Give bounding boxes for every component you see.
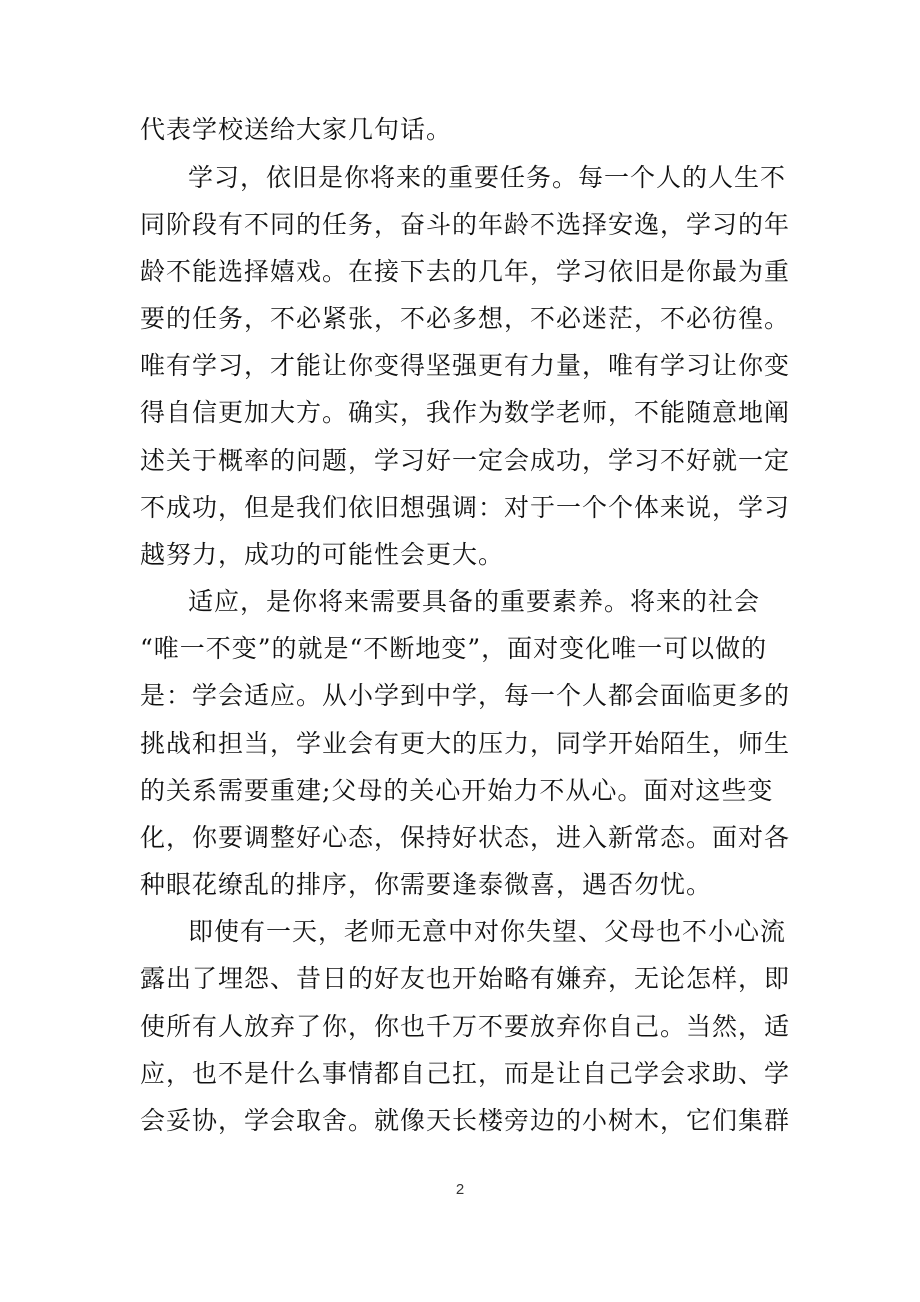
text-line: 唯有学习，才能让你变得坚强更有力量，唯有学习让你变	[140, 351, 791, 380]
text-line: 不成功，但是我们依旧想强调：对于一个个体来说，学习	[140, 493, 791, 522]
page-number: 2	[455, 1181, 465, 1198]
text-line: 是：学会适应。从小学到中学，每一个人都会面临更多的	[140, 681, 791, 710]
paragraph-start-line: 适应，是你将来需要具备的重要素养。将来的社会	[188, 587, 761, 616]
paragraph-start-line: 即使有一天，老师无意中对你失望、父母也不小心流	[188, 917, 787, 946]
paragraph-start-line: 学习，依旧是你将来的重要任务。每一个人的人生不	[188, 163, 787, 192]
text-line: 龄不能选择嬉戏。在接下去的几年，学习依旧是你最为重	[140, 257, 791, 286]
text-line: 使所有人放弃了你，你也千万不要放弃你自己。当然，适	[140, 1012, 791, 1041]
text-line: 应，也不是什么事情都自己扛，而是让自己学会求助、学	[140, 1059, 791, 1088]
text-line: 种眼花缭乱的排序，你需要逢泰微喜，遇否勿忧。	[140, 870, 713, 899]
text-line: 代表学校送给大家几句话。	[140, 115, 453, 144]
text-line: 越努力，成功的可能性会更大。	[140, 540, 505, 569]
text-line: 要的任务，不必紧张，不必多想，不必迷茫，不必彷徨。	[140, 304, 791, 333]
text-line: 会妥协，学会取舍。就像天长楼旁边的小树木，它们集群	[140, 1106, 791, 1135]
text-line: 同阶段有不同的任务，奋斗的年龄不选择安逸，学习的年	[140, 210, 791, 239]
text-line: “唯一不变”的就是“不断地变”，面对变化唯一可以做的	[140, 634, 768, 663]
text-line: 露出了埋怨、昔日的好友也开始略有嫌弃，无论怎样，即	[140, 964, 791, 993]
text-line: 得自信更加大方。确实，我作为数学老师，不能随意地阐	[140, 398, 791, 427]
text-line: 的关系需要重建;父母的关心开始力不从心。面对这些变	[140, 776, 774, 805]
text-line: 述关于概率的问题，学习好一定会成功，学习不好就一定	[140, 446, 791, 475]
text-line: 化，你要调整好心态，保持好状态，进入新常态。面对各	[140, 823, 791, 852]
text-line: 挑战和担当，学业会有更大的压力，同学开始陌生，师生	[140, 729, 791, 758]
